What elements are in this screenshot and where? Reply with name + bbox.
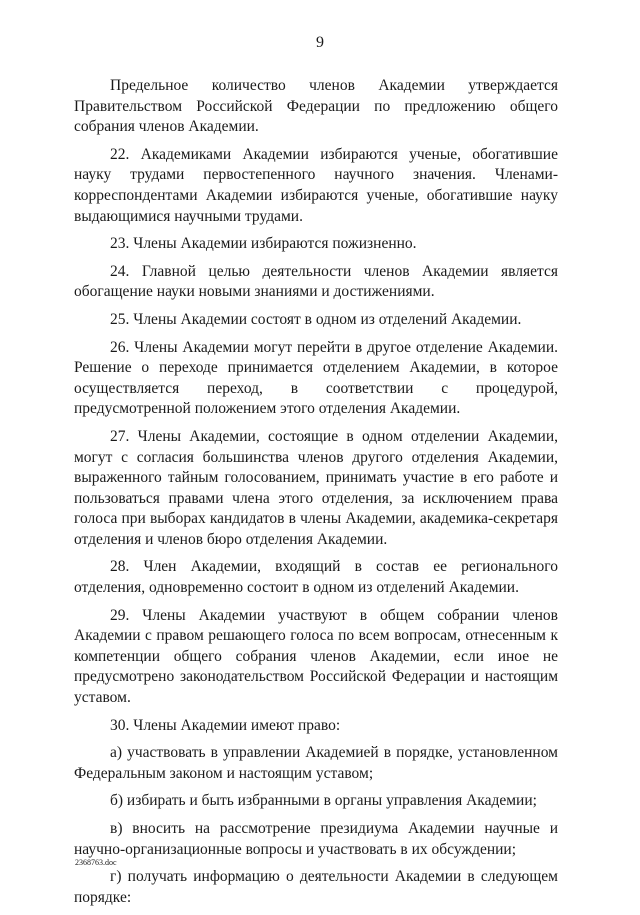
paragraph: 29. Члены Академии участвуют в общем собрании членов Академии с правом решающего голоса по всем вопросам, отнесенным к компетенции общего собрания членов Академии, если иное не предусмотрено законодательством Российской Федерации и настоящим уставом.	[74, 606, 558, 707]
list-item: а) участвовать в управлении Академией в порядке, установленном Федеральным законом и настоящим уставом;	[74, 744, 558, 782]
paragraph: 22. Академиками Академии избираются ученые, обогатившие науку трудами первостепенного научного значения. Членами-корреспондентами Академии избираются ученые, обогатившие науку выдающимися научными трудами.	[74, 145, 558, 225]
paragraph: 23. Члены Академии избираются пожизненно.	[110, 235, 417, 253]
paragraph: Предельное количество членов Академии утверждается Правительством Российской Федерации по предложению общего собрания членов Академии.	[74, 77, 558, 136]
list-item: г) получать информацию о деятельности Академии в следующем порядке:	[74, 868, 558, 906]
paragraph: 28. Член Академии, входящий в состав ее регионального отделения, одновременно состоит в одном из отделений Академии.	[74, 558, 558, 597]
paragraph: 24. Главной целью деятельности членов Академии является обогащение науки новыми знаниями и достижениями.	[74, 262, 558, 301]
list-item: б) избирать и быть избранными в органы управления Академии;	[110, 792, 537, 810]
page-number: 9	[316, 34, 324, 51]
document-file-id: 2368763.doc	[75, 858, 117, 867]
paragraph: 27. Члены Академии, состоящие в одном отделении Академии, могут с согласия большинства членов другого отделения Академии, выраженного тайным голосованием, принимать участие в его работе и пользоваться правами члена этого отделения, за исключением права голоса при выборах кандидатов в члены Академии, академика-секретаря отделения и членов бюро отделения Академии.	[74, 427, 558, 548]
list-item: в) вносить на рассмотрение президиума Академии научные и научно-организационные вопросы и участвовать в их обсуждении;	[74, 820, 558, 858]
paragraph: 30. Члены Академии имеют право:	[110, 716, 341, 734]
paragraph: 26. Члены Академии могут перейти в другое отделение Академии. Решение о переходе принимается отделением Академии, в которое осуществляется переход, в соответствии с процедурой, предусмотренной положением этого отделения Академии.	[74, 338, 558, 418]
document-body	[74, 76, 558, 915]
paragraph: 25. Члены Академии состоят в одном из отделений Академии.	[110, 310, 522, 328]
